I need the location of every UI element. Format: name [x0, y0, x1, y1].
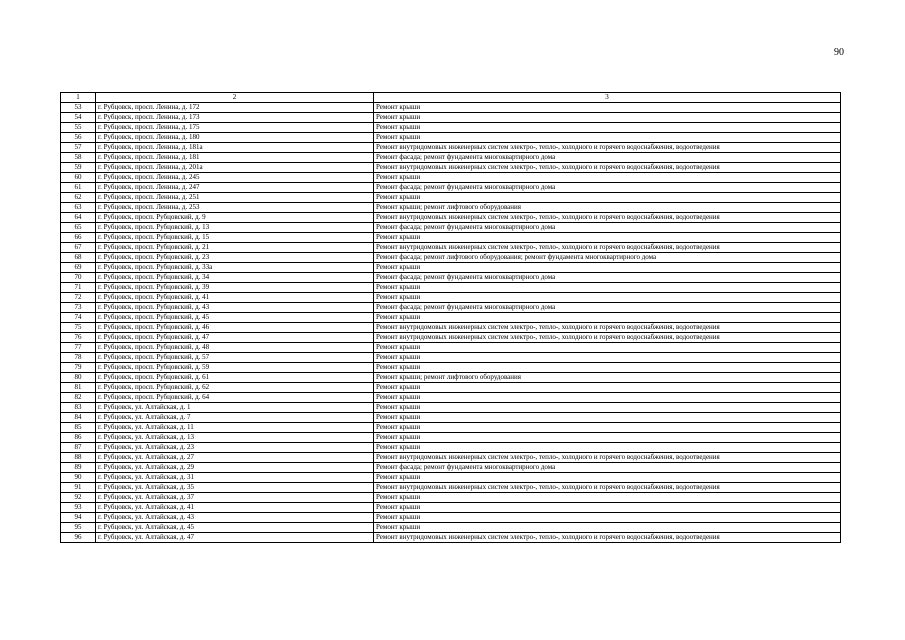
row-address: г. Рубцовск, просп. Рубцовский, д. 57 [96, 353, 374, 363]
table-row [61, 193, 841, 203]
table-row [61, 163, 841, 173]
row-work-type: Ремонт крыши [374, 433, 841, 443]
row-number: 54 [61, 113, 96, 123]
row-work-type: Ремонт крыши [374, 113, 841, 123]
row-number: 63 [61, 203, 96, 213]
table-header-row [61, 93, 841, 103]
row-address: г. Рубцовск, просп. Рубцовский, д. 46 [96, 323, 374, 333]
row-address: г. Рубцовск, ул. Алтайская, д. 29 [96, 463, 374, 473]
table-row [61, 243, 841, 253]
row-work-type: Ремонт внутридомовых инженерных систем электро-, тепло-, холодного и горячего водоснабжения, водоотведения [374, 243, 841, 253]
row-number: 87 [61, 443, 96, 453]
row-address: г. Рубцовск, ул. Алтайская, д. 1 [96, 403, 374, 413]
row-number: 93 [61, 503, 96, 513]
row-address: г. Рубцовск, просп. Ленина, д. 247 [96, 183, 374, 193]
row-number: 59 [61, 163, 96, 173]
header-col-3: 3 [374, 93, 841, 103]
table-row [61, 133, 841, 143]
row-address: г. Рубцовск, просп. Рубцовский, д. 48 [96, 343, 374, 353]
row-work-type: Ремонт фасада; ремонт лифтового оборудования; ремонт фундамента многоквартирного дома [374, 253, 841, 263]
table-row [61, 323, 841, 333]
row-number: 76 [61, 333, 96, 343]
row-address: г. Рубцовск, просп. Ленина, д. 180 [96, 133, 374, 143]
row-number: 84 [61, 413, 96, 423]
row-work-type: Ремонт внутридомовых инженерных систем электро-, тепло-, холодного и горячего водоснабжения, водоотведения [374, 323, 841, 333]
row-work-type: Ремонт внутридомовых инженерных систем электро-, тепло-, холодного и горячего водоснабжения, водоотведения [374, 213, 841, 223]
row-number: 78 [61, 353, 96, 363]
table-row [61, 483, 841, 493]
row-number: 70 [61, 273, 96, 283]
table-row [61, 373, 841, 383]
row-address: г. Рубцовск, просп. Ленина, д. 251 [96, 193, 374, 203]
table-row [61, 363, 841, 373]
row-address: г. Рубцовск, просп. Рубцовский, д. 45 [96, 313, 374, 323]
table-row [61, 283, 841, 293]
row-address: г. Рубцовск, просп. Рубцовский, д. 62 [96, 383, 374, 393]
table-row [61, 343, 841, 353]
row-address: г. Рубцовск, ул. Алтайская, д. 35 [96, 483, 374, 493]
row-work-type: Ремонт крыши [374, 173, 841, 183]
row-number: 96 [61, 533, 96, 543]
table-row [61, 253, 841, 263]
row-work-type: Ремонт крыши [374, 403, 841, 413]
row-number: 58 [61, 153, 96, 163]
row-address: г. Рубцовск, ул. Алтайская, д. 11 [96, 423, 374, 433]
row-work-type: Ремонт крыши [374, 423, 841, 433]
row-work-type: Ремонт фасада; ремонт фундамента многоквартирного дома [374, 183, 841, 193]
row-work-type: Ремонт крыши [374, 473, 841, 483]
table-row [61, 513, 841, 523]
row-number: 73 [61, 303, 96, 313]
row-work-type: Ремонт фасада; ремонт фундамента многоквартирного дома [374, 273, 841, 283]
row-address: г. Рубцовск, ул. Алтайская, д. 7 [96, 413, 374, 423]
table-row [61, 233, 841, 243]
row-address: г. Рубцовск, просп. Рубцовский, д. 47 [96, 333, 374, 343]
row-address: г. Рубцовск, ул. Алтайская, д. 31 [96, 473, 374, 483]
row-work-type: Ремонт внутридомовых инженерных систем электро-, тепло-, холодного и горячего водоснабжения, водоотведения [374, 483, 841, 493]
table-row [61, 423, 841, 433]
row-work-type: Ремонт внутридомовых инженерных систем электро-, тепло-, холодного и горячего водоснабжения, водоотведения [374, 333, 841, 343]
row-work-type: Ремонт крыши [374, 233, 841, 243]
page-number: 90 [834, 47, 844, 58]
row-number: 66 [61, 233, 96, 243]
row-address: г. Рубцовск, просп. Рубцовский, д. 34 [96, 273, 374, 283]
table-row [61, 153, 841, 163]
header-col-2: 2 [96, 93, 374, 103]
table-row [61, 213, 841, 223]
row-work-type: Ремонт крыши [374, 523, 841, 533]
table-row [61, 453, 841, 463]
row-work-type: Ремонт крыши [374, 493, 841, 503]
table-row [61, 303, 841, 313]
table-row [61, 113, 841, 123]
row-work-type: Ремонт внутридомовых инженерных систем электро-, тепло-, холодного и горячего водоснабжения, водоотведения [374, 143, 841, 153]
row-work-type: Ремонт крыши [374, 353, 841, 363]
row-work-type: Ремонт крыши [374, 133, 841, 143]
row-work-type: Ремонт крыши [374, 343, 841, 353]
table-row [61, 403, 841, 413]
table-row [61, 103, 841, 113]
row-number: 60 [61, 173, 96, 183]
row-number: 83 [61, 403, 96, 413]
row-number: 62 [61, 193, 96, 203]
row-work-type: Ремонт крыши [374, 263, 841, 273]
row-work-type: Ремонт крыши [374, 413, 841, 423]
row-number: 74 [61, 313, 96, 323]
row-work-type: Ремонт крыши; ремонт лифтового оборудования [374, 203, 841, 213]
row-address: г. Рубцовск, ул. Алтайская, д. 37 [96, 493, 374, 503]
table-row [61, 293, 841, 303]
row-address: г. Рубцовск, просп. Рубцовский, д. 23 [96, 253, 374, 263]
row-address: г. Рубцовск, просп. Ленина, д. 253 [96, 203, 374, 213]
row-number: 81 [61, 383, 96, 393]
row-address: г. Рубцовск, просп. Ленина, д. 172 [96, 103, 374, 113]
table-row [61, 333, 841, 343]
row-address: г. Рубцовск, ул. Алтайская, д. 47 [96, 533, 374, 543]
row-number: 80 [61, 373, 96, 383]
row-work-type: Ремонт фасада; ремонт фундамента многоквартирного дома [374, 223, 841, 233]
table-row [61, 443, 841, 453]
row-address: г. Рубцовск, просп. Рубцовский, д. 61 [96, 373, 374, 383]
row-number: 67 [61, 243, 96, 253]
row-work-type: Ремонт крыши [374, 383, 841, 393]
row-number: 82 [61, 393, 96, 403]
row-address: г. Рубцовск, просп. Ленина, д. 201а [96, 163, 374, 173]
row-work-type: Ремонт крыши; ремонт лифтового оборудования [374, 373, 841, 383]
row-number: 72 [61, 293, 96, 303]
table-row [61, 493, 841, 503]
row-work-type: Ремонт крыши [374, 503, 841, 513]
table-row [61, 393, 841, 403]
row-work-type: Ремонт крыши [374, 293, 841, 303]
table-row [61, 413, 841, 423]
row-work-type: Ремонт крыши [374, 443, 841, 453]
row-address: г. Рубцовск, просп. Рубцовский, д. 39 [96, 283, 374, 293]
row-address: г. Рубцовск, ул. Алтайская, д. 13 [96, 433, 374, 443]
row-address: г. Рубцовск, просп. Рубцовский, д. 15 [96, 233, 374, 243]
row-number: 88 [61, 453, 96, 463]
row-work-type: Ремонт крыши [374, 513, 841, 523]
table-row [61, 533, 841, 543]
row-number: 71 [61, 283, 96, 293]
row-number: 79 [61, 363, 96, 373]
row-address: г. Рубцовск, просп. Ленина, д. 181а [96, 143, 374, 153]
row-number: 89 [61, 463, 96, 473]
row-address: г. Рубцовск, просп. Рубцовский, д. 33а [96, 263, 374, 273]
row-number: 64 [61, 213, 96, 223]
row-work-type: Ремонт фасада; ремонт фундамента многоквартирного дома [374, 463, 841, 473]
row-address: г. Рубцовск, ул. Алтайская, д. 41 [96, 503, 374, 513]
row-address: г. Рубцовск, просп. Ленина, д. 175 [96, 123, 374, 133]
row-address: г. Рубцовск, просп. Ленина, д. 245 [96, 173, 374, 183]
row-work-type: Ремонт фасада; ремонт фундамента многоквартирного дома [374, 153, 841, 163]
row-work-type: Ремонт крыши [374, 393, 841, 403]
row-number: 90 [61, 473, 96, 483]
row-work-type: Ремонт внутридомовых инженерных систем электро-, тепло-, холодного и горячего водоснабжения, водоотведения [374, 453, 841, 463]
table-row [61, 173, 841, 183]
repair-register-table [60, 92, 841, 543]
row-address: г. Рубцовск, просп. Рубцовский, д. 64 [96, 393, 374, 403]
row-address: г. Рубцовск, просп. Рубцовский, д. 13 [96, 223, 374, 233]
row-address: г. Рубцовск, ул. Алтайская, д. 23 [96, 443, 374, 453]
row-number: 65 [61, 223, 96, 233]
row-number: 75 [61, 323, 96, 333]
table-row [61, 313, 841, 323]
table-row [61, 433, 841, 443]
table-row [61, 503, 841, 513]
row-address: г. Рубцовск, ул. Алтайская, д. 45 [96, 523, 374, 533]
row-work-type: Ремонт крыши [374, 123, 841, 133]
table-row [61, 123, 841, 133]
table-row [61, 263, 841, 273]
row-number: 61 [61, 183, 96, 193]
row-work-type: Ремонт внутридомовых инженерных систем электро-, тепло-, холодного и горячего водоснабжения, водоотведения [374, 163, 841, 173]
row-work-type: Ремонт фасада; ремонт фундамента многоквартирного дома [374, 303, 841, 313]
row-address: г. Рубцовск, просп. Ленина, д. 173 [96, 113, 374, 123]
table-row [61, 143, 841, 153]
row-address: г. Рубцовск, просп. Рубцовский, д. 59 [96, 363, 374, 373]
header-col-1: 1 [61, 93, 96, 103]
table-row [61, 463, 841, 473]
row-work-type: Ремонт крыши [374, 313, 841, 323]
row-number: 57 [61, 143, 96, 153]
row-address: г. Рубцовск, ул. Алтайская, д. 27 [96, 453, 374, 463]
table-row [61, 183, 841, 193]
row-number: 55 [61, 123, 96, 133]
table-body [61, 93, 841, 543]
table-row [61, 473, 841, 483]
row-address: г. Рубцовск, просп. Рубцовский, д. 21 [96, 243, 374, 253]
row-number: 56 [61, 133, 96, 143]
table-row [61, 203, 841, 213]
row-work-type: Ремонт крыши [374, 363, 841, 373]
row-work-type: Ремонт крыши [374, 283, 841, 293]
table-row [61, 223, 841, 233]
row-work-type: Ремонт внутридомовых инженерных систем электро-, тепло-, холодного и горячего водоснабжения, водоотведения [374, 533, 841, 543]
row-number: 92 [61, 493, 96, 503]
row-work-type: Ремонт крыши [374, 193, 841, 203]
row-number: 85 [61, 423, 96, 433]
row-address: г. Рубцовск, просп. Рубцовский, д. 41 [96, 293, 374, 303]
row-address: г. Рубцовск, просп. Рубцовский, д. 43 [96, 303, 374, 313]
row-number: 86 [61, 433, 96, 443]
row-number: 69 [61, 263, 96, 273]
row-number: 77 [61, 343, 96, 353]
row-number: 95 [61, 523, 96, 533]
row-work-type: Ремонт крыши [374, 103, 841, 113]
row-number: 53 [61, 103, 96, 113]
table-row [61, 383, 841, 393]
row-address: г. Рубцовск, просп. Ленина, д. 181 [96, 153, 374, 163]
row-number: 91 [61, 483, 96, 493]
row-address: г. Рубцовск, просп. Рубцовский, д. 9 [96, 213, 374, 223]
row-number: 94 [61, 513, 96, 523]
table-row [61, 273, 841, 283]
table-row [61, 523, 841, 533]
row-address: г. Рубцовск, ул. Алтайская, д. 43 [96, 513, 374, 523]
table-row [61, 353, 841, 363]
row-number: 68 [61, 253, 96, 263]
